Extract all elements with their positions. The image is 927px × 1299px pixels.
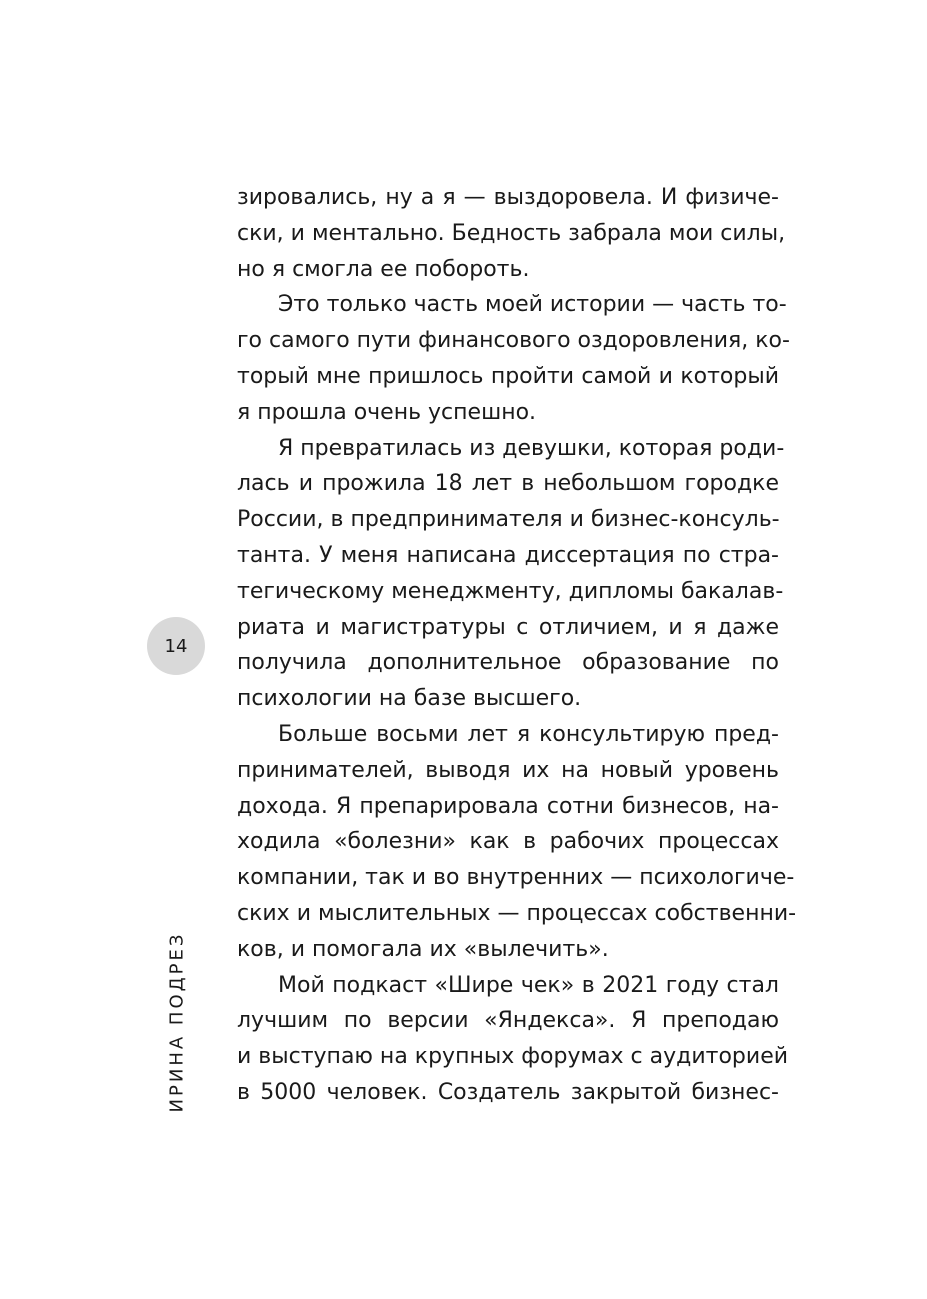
text-line: ски, и ментально. Бедность забрала мои силы, <box>237 220 786 246</box>
text-line: лучшим по версии «Яндекса». Я преподаю <box>237 1008 779 1034</box>
text-line: Больше восьми лет я консультирую пред- <box>278 721 779 747</box>
text-line: риата и магистратуры с отличием, и я даже <box>237 614 779 640</box>
text-line: ходила «болезни» как в рабочих процессах <box>237 829 779 855</box>
text-line: принимателей, выводя их на новый уровень <box>237 757 779 783</box>
text-line: торый мне пришлось пройти самой и который <box>237 363 779 389</box>
text-line: лась и прожила 18 лет в небольшом городке <box>237 471 779 497</box>
text-line: го самого пути финансового оздоровления, ко- <box>237 328 790 354</box>
text-line: получила дополнительное образование по <box>237 650 779 676</box>
body-text <box>237 180 797 1111</box>
text-line: России, в предпринимателя и бизнес-консуль- <box>237 507 780 533</box>
text-line: в 5000 человек. Создатель закрытой бизнес- <box>237 1079 779 1105</box>
page-number: 14 <box>164 635 188 657</box>
text-line: я прошла очень успешно. <box>237 399 537 425</box>
text-line: тегическому менеджменту, дипломы бакалав- <box>237 578 784 604</box>
text-line: психологии на базе высшего. <box>237 686 582 712</box>
text-line: Мой подкаст «Шире чек» в 2021 году стал <box>278 972 779 998</box>
text-line: дохода. Я препарировала сотни бизнесов, на- <box>237 793 779 819</box>
text-line: ских и мыслительных — процессах собственни- <box>237 900 797 926</box>
text-line: ков, и помогала их «вылечить». <box>237 936 609 962</box>
text-line: танта. У меня написана диссертация по стра- <box>237 542 779 568</box>
text-line: зировались, ну а я — выздоровела. И физиче- <box>237 185 779 210</box>
text-line: но я смогла ее побороть. <box>237 256 530 282</box>
text-line: Это только часть моей истории — часть то- <box>278 292 787 318</box>
text-line: компании, так и во внутренних — психологиче- <box>237 865 795 891</box>
text-line: Я превратилась из девушки, которая роди- <box>278 435 785 461</box>
text-line: и выступаю на крупных форумах с аудиторией <box>237 1044 789 1070</box>
running-head-author: ИРИНА ПОДРЕЗ <box>166 931 188 1113</box>
page-number-badge <box>147 617 205 675</box>
